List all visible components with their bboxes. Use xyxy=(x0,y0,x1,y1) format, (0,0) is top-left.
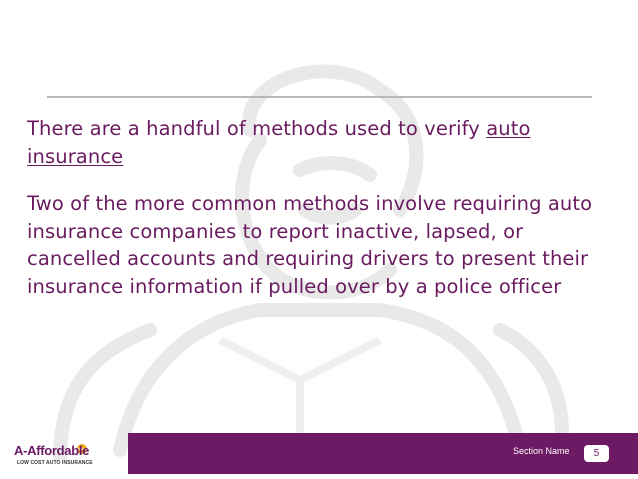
paragraph-methods xyxy=(27,115,622,170)
title-divider xyxy=(47,96,592,98)
logo-text: A-Affordable xyxy=(14,443,90,458)
paragraph-common-methods: Two of the more common methods involve requiring auto insurance companies to report inactive, lapsed, or cancelled accounts and requiring drivers to present their insurance information if pulled over by a police officer xyxy=(27,192,593,298)
paragraph-methods-text: There are a handful of methods used to verify xyxy=(27,117,487,140)
logo-tagline: LOW COST AUTO INSURANCE xyxy=(17,460,93,466)
slide-body xyxy=(27,115,622,320)
section-name: Section Name xyxy=(513,446,570,456)
page-number: 5 xyxy=(584,445,609,462)
auto-insurance-link[interactable]: auto insurance xyxy=(27,117,531,168)
